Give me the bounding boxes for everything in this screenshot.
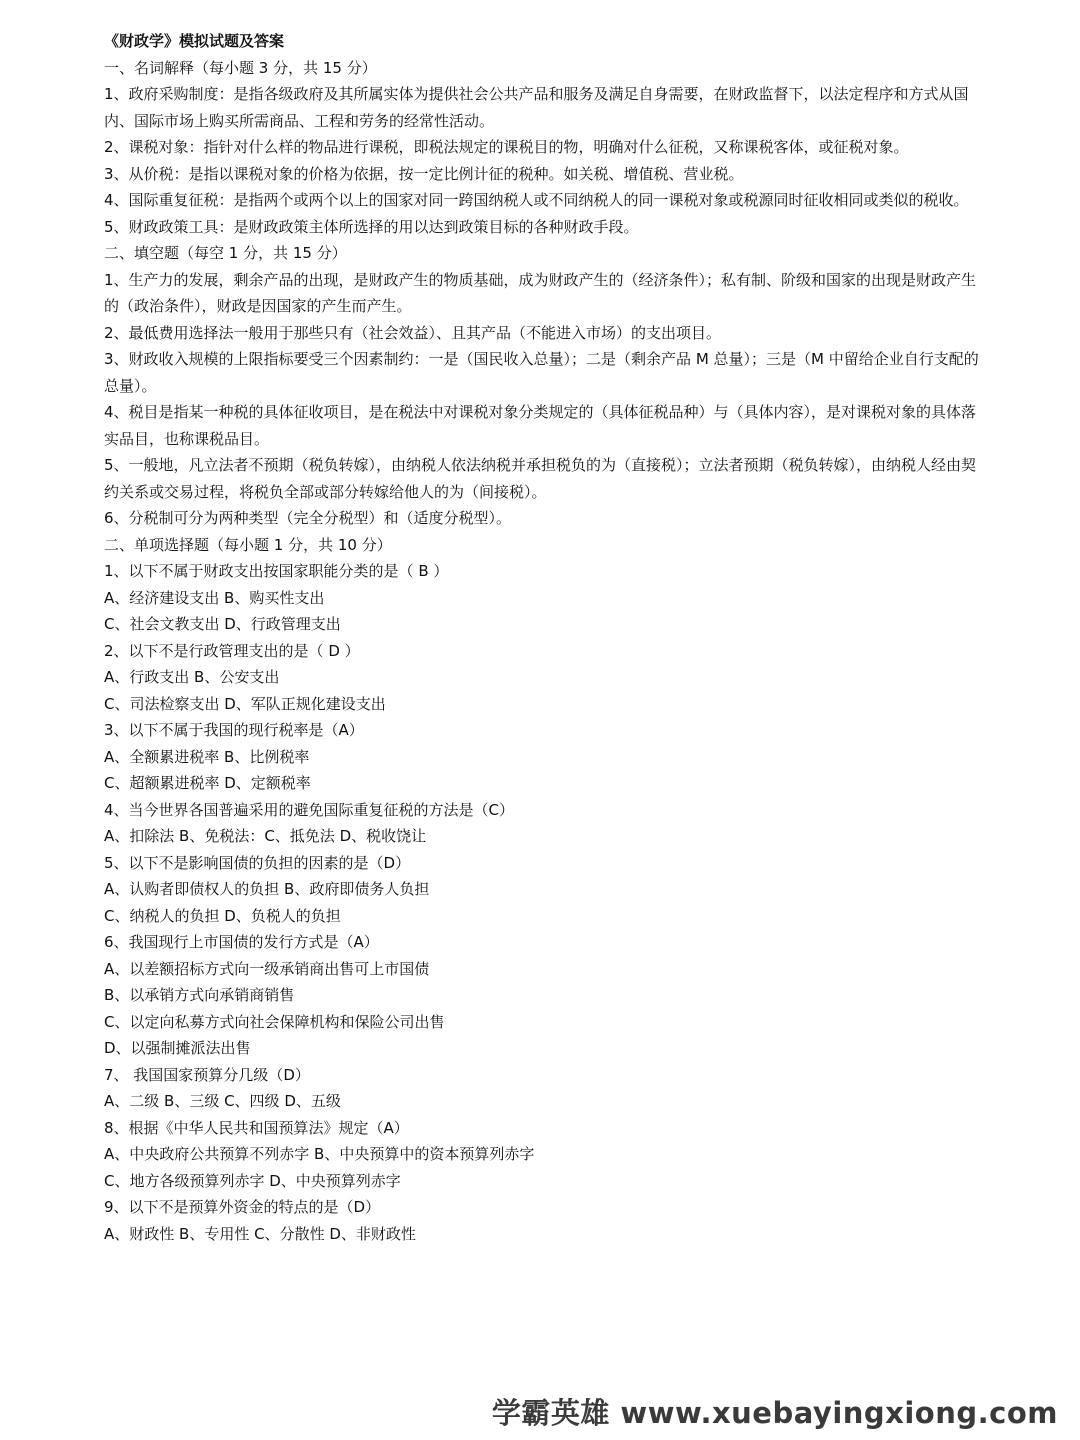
document-line: A、经济建设支出 B、购买性支出 — [104, 588, 325, 607]
document-line: 1、政府采购制度：是指各级政府及其所属实体为提供社会公共产品和服务及满足自身需要，在财政监督下，以法定程序和方式从国内、国际市场上购买所需商品、工程和劳务的经常性活动。 — [104, 85, 969, 130]
document-line: 4、当今世界各国普遍采用的避免国际重复征税的方法是（C） — [104, 800, 515, 819]
document-line: A、财政性 B、专用性 C、分散性 D、非财政性 — [104, 1224, 416, 1243]
document-line: 2、课税对象：指针对什么样的物品进行课税，即税法规定的课税目的物，明确对什么征税，又称课税客体，或征税对象。 — [104, 138, 909, 156]
document-line: A、中央政府公共预算不列赤字 B、中央预算中的资本预算列赤字 — [104, 1145, 535, 1163]
document-line: 1、以下不属于财政支出按国家职能分类的是（ B ） — [104, 562, 449, 580]
document-line: C、纳税人的负担 D、负税人的负担 — [104, 906, 341, 925]
document-line: 3、以下不属于我国的现行税率是（A） — [104, 721, 364, 739]
document-line: A、认购者即债权人的负担 B、政府即债务人负担 — [104, 880, 430, 898]
document-line: 一、名词解释（每小题 3 分，共 15 分） — [104, 58, 377, 77]
document-line: 1、生产力的发展，剩余产品的出现，是财政产生的物质基础，成为财政产生的（经济条件）；私有制、阶级和国家的出现是财政产生的（政治条件），财政是因国家的产生而产生。 — [104, 270, 977, 315]
document-line: 3、财政收入规模的上限指标要受三个因素制约：一是（国民收入总量）；二是（剩余产品 M 总量）；三是（M 中留给企业自行支配的总量）。 — [104, 350, 979, 395]
document-line: 6、我国现行上市国债的发行方式是（A） — [104, 933, 379, 951]
document-line: C、司法检察支出 D、军队正规化建设支出 — [104, 694, 386, 713]
document-line: C、社会文教支出 D、行政管理支出 — [104, 615, 341, 633]
document-line: C、以定向私募方式向社会保障机构和保险公司出售 — [104, 1012, 445, 1031]
document-line: A、以差额招标方式向一级承销商出售可上市国债 — [104, 959, 430, 978]
document-line: 3、从价税：是指以课税对象的价格为依据，按一定比例计征的税种。如关税、增值税、营业税。 — [104, 164, 744, 183]
document-line: A、全额累进税率 B、比例税率 — [104, 747, 310, 766]
document-line: 7、 我国国家预算分几级（D） — [104, 1065, 310, 1084]
document-line: 8、根据《中华人民共和国预算法》规定（A） — [104, 1118, 409, 1137]
document-line: 2、最低费用选择法一般用于那些只有（社会效益）、且其产品（不能进入市场）的支出项目。 — [104, 323, 722, 342]
site-watermark: 学霸英雄 www.xuebayingxiong.com — [491, 1396, 1058, 1430]
document-line: 4、税目是指某一种税的具体征收项目，是在税法中对课税对象分类规定的（具体征税品种）与（具体内容），是对课税对象的具体落实品目，也称课税品目。 — [104, 403, 977, 448]
document-line: 4、国际重复征税：是指两个或两个以上的国家对同一跨国纳税人或不同纳税人的同一课税对象或税源同时征收相同或类似的税收。 — [104, 191, 969, 209]
document-line: 二、单项选择题（每小题 1 分，共 10 分） — [104, 535, 392, 554]
document-line: 6、分税制可分为两种类型（完全分税型）和（适度分税型）。 — [104, 509, 512, 527]
document-line: A、二级 B、三级 C、四级 D、五级 — [104, 1092, 341, 1110]
document-title: 《财政学》模拟试题及答案 — [104, 32, 285, 50]
document-line: C、地方各级预算列赤字 D、中央预算列赤字 — [104, 1171, 401, 1190]
document-body — [104, 28, 980, 1247]
document-line: C、超额累进税率 D、定额税率 — [104, 774, 311, 792]
document-line: D、以强制摊派法出售 — [104, 1039, 251, 1057]
document-line: A、扣除法 B、免税法：C、抵免法 D、税收饶让 — [104, 827, 427, 845]
document-line: 2、以下不是行政管理支出的是（ D ） — [104, 641, 360, 660]
document-line: 9、以下不是预算外资金的特点的是（D） — [104, 1198, 381, 1216]
document-line: B、以承销方式向承销商销售 — [104, 986, 295, 1004]
document-line: 二、填空题（每空 1 分，共 15 分） — [104, 244, 347, 262]
document-line: 5、以下不是影响国债的负担的因素的是（D） — [104, 853, 411, 872]
document-line: 5、财政政策工具：是财政政策主体所选择的用以达到政策目标的各种财政手段。 — [104, 217, 639, 236]
document-line: A、行政支出 B、公安支出 — [104, 668, 280, 686]
document-line: 5、一般地，凡立法者不预期（税负转嫁），由纳税人依法纳税并承担税负的为（直接税）；立法者预期（税负转嫁），由纳税人经由契约关系或交易过程，将税负全部或部分转嫁给他人的为（间接税）。 — [104, 456, 977, 501]
